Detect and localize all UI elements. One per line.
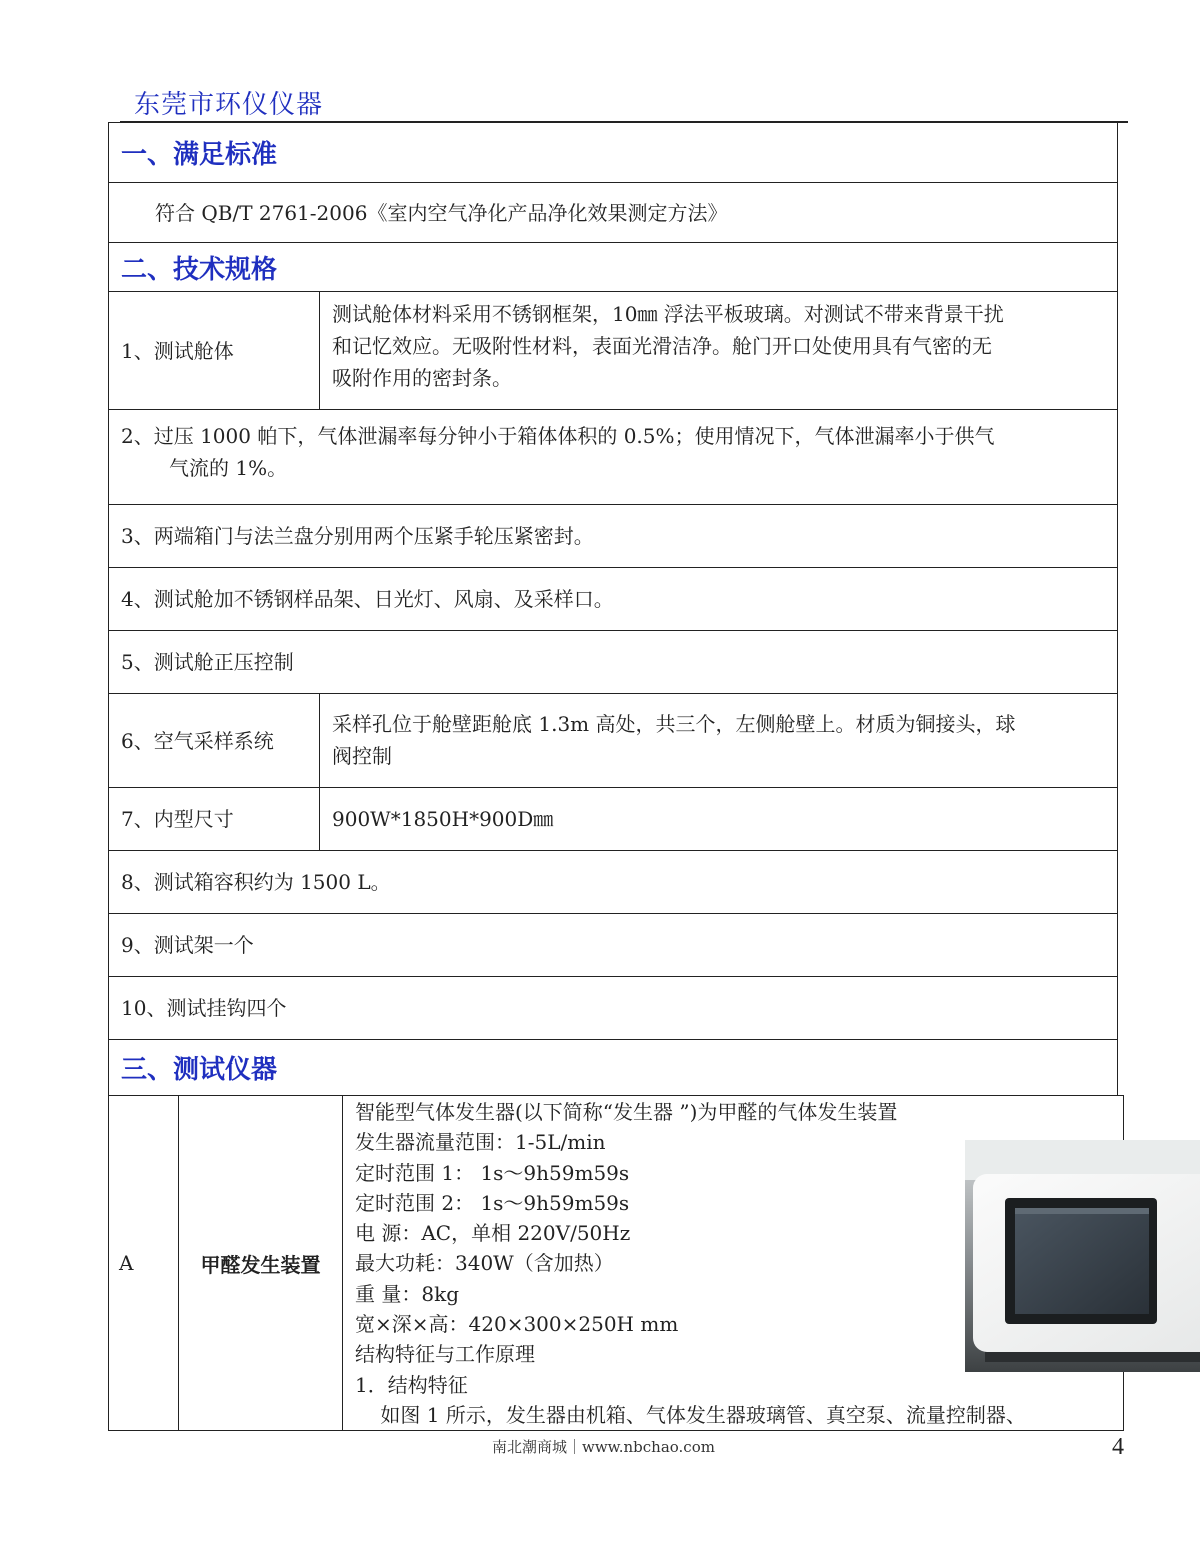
spec-text: 9、测试架一个 — [121, 933, 254, 957]
instrument-details — [343, 1096, 1123, 1430]
instrument-line: 如图 1 所示，发生器由机箱、气体发生器玻璃管、真空泵、流量控制器、 — [355, 1402, 1026, 1427]
spec-text: 3、两端箱门与法兰盘分别用两个压紧手轮压紧密封。 — [121, 524, 594, 548]
spec-value-line: 测试舱体材料采用不锈钢框架，10㎜ 浮法平板玻璃。对测试不带来背景干扰 — [332, 302, 1004, 326]
section-title-standard — [108, 122, 1118, 183]
instrument-line: 重 量：8kg — [355, 1281, 460, 1306]
generator-illustration — [965, 1140, 1200, 1372]
spec-row-sampling — [108, 694, 1118, 788]
page-number: 4 — [1112, 1434, 1124, 1460]
spec-value-line: 吸附作用的密封条。 — [332, 366, 512, 390]
spec-label: 6、空气采样系统 — [109, 694, 320, 787]
section-title-text: 三、测试仪器 — [121, 1055, 278, 1085]
instrument-line: 1．结构特征 — [355, 1372, 468, 1397]
instrument-line: 发生器流量范围：1-5L/min — [355, 1130, 606, 1155]
footer-text: 南北潮商城｜www.nbchao.com — [492, 1438, 715, 1456]
instrument-line: 定时范围 2： 1s～9h59m59s — [355, 1190, 630, 1215]
spec-value-line: 阀控制 — [332, 744, 392, 768]
spec-text-line: 气流的 1%。 — [169, 456, 288, 480]
standard-content: 符合 QB/T 2761-2006《室内空气净化产品净化效果测定方法》 — [155, 200, 728, 225]
spec-label: 1、测试舱体 — [109, 292, 320, 409]
spec-value-line: 和记忆效应。无吸附性材料，表面光滑洁净。舱门开口处使用具有气密的无 — [332, 334, 992, 358]
spec-row-pressure — [108, 410, 1118, 505]
spec-text: 10、测试挂钩四个 — [121, 996, 287, 1020]
instrument-line: 最大功耗：340W（含加热） — [355, 1251, 614, 1276]
spec-value: 900W*1850H*900D㎜ — [332, 807, 554, 831]
spec-row-accessories — [108, 568, 1118, 631]
spec-value — [320, 292, 1117, 409]
spec-value-line: 采样孔位于舱壁距舱底 1.3m 高处，共三个，左侧舱壁上。材质为铜接头，球 — [332, 712, 1016, 736]
instrument-line: 宽×深×高：420×300×250H mm — [355, 1312, 679, 1337]
instrument-line: 结构特征与工作原理 — [355, 1342, 535, 1367]
section-title-specs — [108, 243, 1118, 292]
spec-row-hooks — [108, 977, 1118, 1040]
section-title-text: 二、技术规格 — [121, 254, 278, 285]
instrument-line: 智能型气体发生器(以下简称“发生器 ”)为甲醛的气体发生装置 — [355, 1100, 898, 1124]
spec-text: 4、测试舱加不锈钢样品架、日光灯、风扇、及采样口。 — [121, 587, 614, 611]
standard-content-row — [108, 183, 1118, 243]
instrument-table — [108, 1095, 1124, 1431]
instrument-code: A — [109, 1096, 179, 1430]
device-photo — [965, 1140, 1200, 1372]
instrument-line: 电 源：AC，单相 220V/50Hz — [355, 1221, 631, 1246]
company-header: 东莞市环仪仪器 — [134, 90, 324, 120]
section-title-instruments — [108, 1040, 1118, 1095]
spec-label: 7、内型尺寸 — [109, 788, 320, 850]
spec-row-pressure-control — [108, 631, 1118, 694]
instrument-name: 甲醛发生装置 — [179, 1096, 343, 1430]
spec-row-chamber — [108, 292, 1118, 410]
spec-row-rack — [108, 914, 1118, 977]
spec-text: 8、测试箱容积约为 1500 L。 — [121, 870, 391, 894]
spec-text: 5、测试舱正压控制 — [121, 650, 294, 674]
spec-row-dimensions — [108, 788, 1118, 851]
section-title-text: 一、满足标准 — [121, 140, 278, 170]
spec-text-line: 2、过压 1000 帕下，气体泄漏率每分钟小于箱体体积的 0.5%；使用情况下，气体泄漏率小于供气 — [121, 424, 995, 448]
spec-value — [320, 694, 1117, 787]
instrument-line: 定时范围 1： 1s～9h59m59s — [355, 1160, 630, 1185]
spec-row-doors — [108, 505, 1118, 568]
spec-row-volume — [108, 851, 1118, 914]
